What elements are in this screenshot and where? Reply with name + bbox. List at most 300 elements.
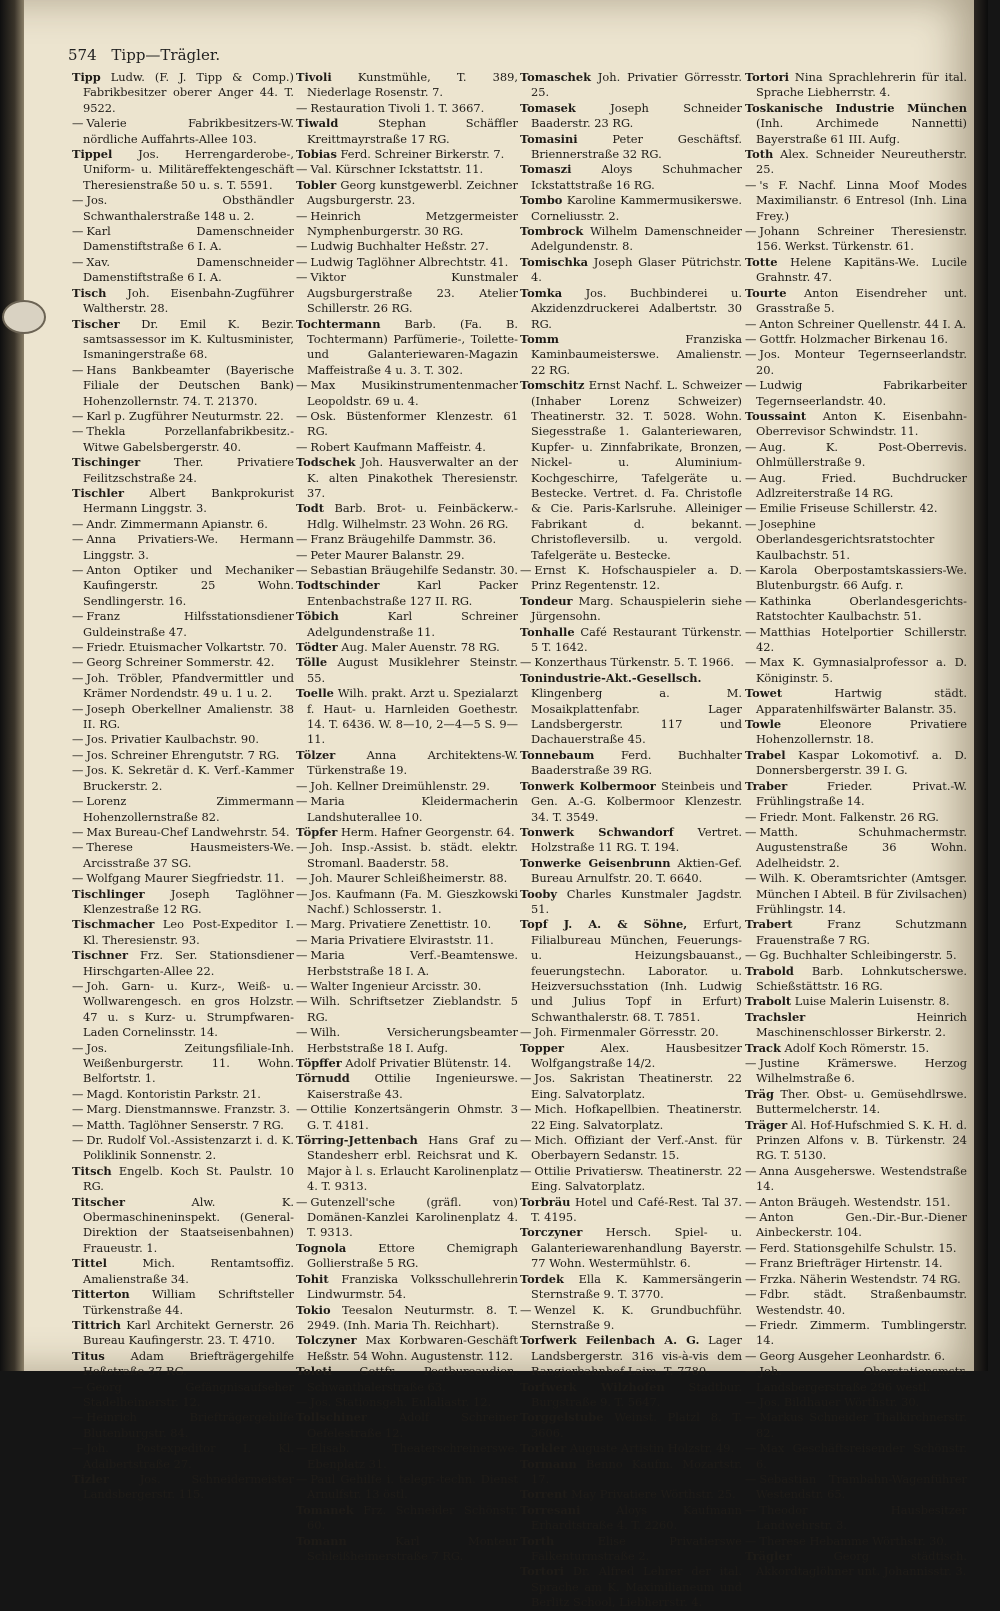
- entry-surname: Töpffer: [296, 1056, 342, 1070]
- entry-surname: Tokio: [296, 1302, 331, 1317]
- entry-surname: Todt: [296, 501, 324, 516]
- entry-text: Ernst K. Hofschauspieler a. D. Prinz Regentenstr. 12.: [531, 563, 742, 593]
- directory-entry: [72, 640, 294, 655]
- directory-entry: [296, 147, 518, 162]
- ditto-dash: —: [72, 640, 84, 655]
- entry-surname: Tölzer: [296, 747, 336, 762]
- directory-entry: [296, 871, 518, 886]
- directory-entry: [72, 532, 294, 563]
- entry-surname: Totte: [745, 254, 778, 269]
- entry-text: Magd. Kontoristin Parkstr. 21.: [86, 1086, 261, 1101]
- directory-entry: [520, 332, 742, 378]
- directory-entry: [72, 702, 294, 733]
- entry-text: Marg. Dienstmannswe. Franzstr. 3.: [86, 1102, 291, 1117]
- directory-entry: [296, 840, 518, 871]
- ditto-dash: —: [745, 224, 757, 239]
- entry-text: Barb. Brot- u. Feinbäckerw.-Hdlg. Wilhelmstr. 23 Wohn. 26 RG.: [307, 501, 518, 531]
- ditto-dash: —: [520, 1025, 532, 1040]
- entry-surname: Tiwald: [296, 116, 339, 131]
- ditto-dash: —: [296, 1471, 308, 1486]
- directory-entry: [520, 1272, 742, 1303]
- directory-entry: [72, 1195, 294, 1257]
- column-4: [745, 70, 967, 1580]
- entry-surname: Tomasini: [520, 131, 578, 146]
- entry-text: Joh. Firmenmaler Görresstr. 20.: [534, 1025, 719, 1040]
- entry-surname: Titsch: [72, 1163, 112, 1178]
- directory-entry: [72, 1410, 294, 1441]
- directory-entry: [520, 224, 742, 255]
- ditto-dash: —: [745, 1410, 757, 1425]
- directory-entry: [296, 794, 518, 825]
- ditto-dash: —: [296, 100, 308, 115]
- ditto-dash: —: [745, 624, 757, 639]
- ditto-dash: —: [72, 1410, 84, 1425]
- entry-text: Karl p. Zugführer Neuturmstr. 22.: [86, 408, 284, 423]
- entry-text: Karl Schreiner Adelgundenstraße 11.: [307, 609, 518, 639]
- directory-entry: [520, 887, 742, 918]
- directory-entry: [520, 1133, 742, 1164]
- entry-text: Valerie Fabrikbesitzers-W. nördliche Auffahrts-Allee 103.: [83, 116, 294, 146]
- ditto-dash: —: [296, 1194, 308, 1209]
- ditto-dash: —: [72, 516, 84, 531]
- directory-entry: [520, 671, 742, 748]
- entry-text: Jos. Zeitungsfiliale-Inh. Weißenburgerstr. 11. Wohn. Belfortstr. 1.: [83, 1040, 294, 1086]
- directory-entry: [296, 440, 518, 455]
- entry-text: Adolf Koch Römerstr. 15.: [780, 1040, 930, 1055]
- entry-text: Georg kunstgewerbl. Zeichner Augsburgerstr. 23.: [307, 177, 518, 208]
- entry-text: Paul Gehilfe i. telegr.-techn. Dienst Arnulfstr. 13 östl.: [307, 1471, 518, 1502]
- directory-entry: [745, 101, 967, 147]
- ditto-dash: —: [745, 824, 757, 839]
- ditto-dash: —: [745, 470, 757, 485]
- entry-surname: Tomischka: [520, 254, 589, 269]
- directory-entry: [72, 871, 294, 886]
- entry-surname: Towet: [745, 686, 783, 701]
- directory-entry: [520, 1164, 742, 1195]
- ditto-dash: —: [745, 593, 757, 608]
- entry-surname: Torresani: [520, 1502, 581, 1517]
- directory-entry: [72, 486, 294, 517]
- ditto-dash: —: [296, 532, 308, 547]
- directory-entry: [745, 409, 967, 440]
- directory-entry: [745, 594, 967, 625]
- entry-surname: Tomann: [296, 1533, 347, 1548]
- entry-text: William Schriftsteller Türkenstraße 44.: [83, 1287, 294, 1317]
- ditto-dash: —: [296, 917, 308, 932]
- entry-surname: Todschek: [296, 455, 356, 470]
- directory-entry: [745, 178, 967, 224]
- entry-text: Frzka. Näherin Westendstr. 74 RG.: [759, 1271, 961, 1286]
- entry-surname: Tomanek: [296, 1502, 354, 1517]
- book-edge-shadow: [974, 0, 988, 1371]
- entry-surname: Tittrich: [72, 1317, 121, 1332]
- directory-entry: [296, 1056, 518, 1071]
- directory-entry: [520, 1487, 742, 1502]
- directory-entry: [745, 255, 967, 286]
- entry-text: Klingenberg a. M. Mosaikplattenfabr. Lager Landsbergerstr. 117 und Dachauerstraße 45.: [531, 686, 742, 747]
- ditto-dash: —: [72, 1133, 84, 1148]
- entry-text: Frz. Ser. Stationsdiener Hirschgarten-Allee 22.: [83, 948, 294, 978]
- entry-text: Joseph Glaser Pütrichstr. 4.: [531, 254, 742, 285]
- entry-text: Heinrich Briefträgergehilfe Blutenburgstr. 84.: [83, 1410, 294, 1440]
- directory-entry: [296, 1395, 518, 1410]
- entry-surname: Torczyner: [520, 1225, 583, 1240]
- directory-entry: [296, 1303, 518, 1334]
- ditto-dash: —: [745, 1348, 757, 1363]
- ditto-dash: —: [72, 408, 84, 423]
- directory-entry: [520, 378, 742, 563]
- ditto-dash: —: [745, 501, 757, 516]
- ditto-dash: —: [296, 840, 308, 855]
- directory-entry: [72, 1318, 294, 1349]
- directory-entry: [296, 1503, 518, 1534]
- directory-entry: [296, 578, 518, 609]
- entry-text: Luise Malerin Luisenstr. 8.: [791, 994, 950, 1009]
- entry-text: Aloys Schuhmacher Ickstattstraße 16 RG.: [531, 162, 742, 192]
- entry-surname: Töbich: [296, 609, 339, 624]
- entry-surname: Törring-Jettenbach: [296, 1133, 418, 1148]
- entry-text: Teesalon Neuturmstr. 8. T. 2949. (Inh. Maria Th. Reichhart).: [307, 1302, 518, 1332]
- directory-entry: [72, 255, 294, 286]
- entry-text: Matthias Hotelportier Schillerstr. 42.: [756, 624, 967, 655]
- directory-entry: [520, 1225, 742, 1271]
- directory-entry: [72, 794, 294, 825]
- entry-text: Ludwig Buchhalter Heßstr. 27.: [310, 239, 489, 254]
- directory-entry: [745, 70, 967, 101]
- entry-text: Jos. Obsthändler Schwanthalerstraße 148 u. 2.: [83, 193, 294, 223]
- entry-text: Adam Briefträgergehilfe Heßstraße 37 RG.: [83, 1348, 294, 1379]
- entry-surname: Tischler: [72, 485, 125, 500]
- entry-text: Sebastian Trambahn-Wagenführer Westendstr. 65.: [756, 1471, 967, 1502]
- entry-text: Max Geschäftsreisender Schönstr. 6.: [756, 1441, 967, 1471]
- ditto-dash: —: [296, 1025, 308, 1040]
- entry-text: Elise Privatierswe Falkenturmstraße 2.: [531, 1533, 742, 1563]
- directory-entry: [745, 1503, 967, 1534]
- entry-text: Anton Schreiner Quellenstr. 44 I. A.: [759, 316, 967, 331]
- entry-surname: Toelle: [296, 686, 334, 701]
- directory-entry: [296, 1133, 518, 1195]
- page-range-title: Tipp—Trägler.: [111, 46, 221, 64]
- entry-text: (Inh. Archimede Nannetti) Bayerstraße 61 III. Aufg.: [756, 116, 967, 146]
- directory-entry: [745, 625, 967, 656]
- entry-text: Franz Briefträger Hirtenstr. 14.: [759, 1256, 943, 1271]
- entry-text: Wilh. Schriftsetzer Zieblandstr. 5 RG.: [307, 994, 518, 1024]
- entry-text: Jos. K. Sekretär d. K. Verf.-Kammer Bruckerstr. 2.: [83, 763, 294, 793]
- entry-surname: Towle: [745, 717, 782, 732]
- ditto-dash: —: [72, 116, 84, 131]
- directory-entry: [72, 1349, 294, 1380]
- entry-text: Leo Post-Expeditor I. Kl. Theresienstr. 93.: [83, 917, 294, 947]
- ditto-dash: —: [520, 563, 532, 577]
- ditto-dash: —: [745, 1471, 757, 1486]
- entry-text: Mich. Hofkapellbien. Theatinerstr. 22 Eing. Salvatorplatz.: [531, 1102, 742, 1132]
- directory-entry: [296, 116, 518, 147]
- entry-text: Joh. Privatier Görresstr. 25.: [531, 70, 742, 100]
- binder-ring: [2, 300, 46, 334]
- entry-surname: Träger: [745, 1117, 788, 1132]
- ditto-dash: —: [745, 1256, 757, 1271]
- directory-entry: [745, 1164, 967, 1195]
- entry-surname: Tipp: [72, 70, 101, 84]
- directory-entry: [296, 1410, 518, 1441]
- directory-entry: [745, 563, 967, 594]
- entry-text: Erfurt, Filialbureau München, Feuerungs- u. Heizungsbauanst., feuerungstechn. Laborator. u. Heizversuchsstation (Inh. Ludwig und Julius Topf in Erfurt) Schwanthalerstr. 68. T. 7851.: [531, 917, 742, 1024]
- ditto-dash: —: [296, 439, 308, 454]
- entry-surname: Tisch: [72, 285, 107, 300]
- directory-entry: [520, 70, 742, 101]
- entry-surname: Titterton: [72, 1287, 130, 1302]
- directory-entry: [520, 1025, 742, 1040]
- entry-text: Café Restaurant Türkenstr. 5 T. 1642.: [531, 624, 742, 655]
- entry-surname: Tollschiner: [296, 1410, 367, 1425]
- entry-surname: Torrent: [520, 1487, 568, 1502]
- directory-entry: [72, 840, 294, 871]
- ditto-dash: —: [745, 378, 757, 393]
- entry-text: Benno Kaufm. Mozartstr. 17.: [531, 1456, 742, 1486]
- directory-entry: [745, 1010, 967, 1041]
- directory-entry: [72, 317, 294, 363]
- entry-text: Josephine Oberlandesgerichtsratstochter Kaulbachstr. 51.: [756, 516, 935, 562]
- directory-entry: [745, 501, 967, 516]
- entry-surname: Tombrock: [520, 224, 584, 239]
- ditto-dash: —: [72, 609, 84, 624]
- entry-text: Elisab. Theaterschreinerswe. Ebenplatz 31.: [307, 1441, 518, 1471]
- directory-entry: [745, 378, 967, 409]
- ditto-dash: —: [72, 1379, 84, 1394]
- directory-entry: [296, 1364, 518, 1395]
- entry-text: Ottilie Privatiersw. Theatinerstr. 22 Eing. Salvatorplatz.: [531, 1163, 742, 1194]
- ditto-dash: —: [520, 1133, 532, 1148]
- ditto-dash: —: [745, 1163, 757, 1178]
- directory-entry: [72, 424, 294, 455]
- entry-text: Georg Schreiner Sommerstr. 42.: [86, 655, 275, 670]
- entry-text: Peter Geschäftsf. Briennerstraße 32 RG.: [531, 131, 742, 162]
- directory-entry: [745, 1364, 967, 1395]
- directory-entry: [72, 763, 294, 794]
- directory-entry: [72, 563, 294, 609]
- directory-entry: [296, 917, 518, 932]
- directory-entry: [520, 1410, 742, 1441]
- entry-surname: Tomaszi: [520, 162, 572, 177]
- directory-entry: [72, 887, 294, 918]
- ditto-dash: —: [72, 224, 84, 239]
- ditto-dash: —: [72, 655, 84, 670]
- ditto-dash: —: [72, 732, 84, 747]
- directory-entry: [745, 517, 967, 563]
- entry-text: Aktien-Gef. Bureau Arnulfstr. 20. T. 6640.: [531, 855, 742, 886]
- entry-surname: Töpfer: [296, 824, 338, 839]
- entry-text: Franziska Kaminbaumeisterswe. Amalienstr. 22 RG.: [531, 331, 742, 377]
- entry-text: Wilh. K. Oberamtsrichter (Amtsger. München I Abteil. B für Zivilsachen) Frühlingstr. 14.: [756, 871, 967, 916]
- ditto-dash: —: [520, 655, 532, 670]
- entry-surname: Torbräu: [520, 1194, 571, 1209]
- entry-text: Joseph Taglöhner Klenzestraße 12 RG.: [83, 886, 294, 916]
- entry-surname: Tischmacher: [72, 917, 155, 932]
- column-3: [520, 70, 742, 1611]
- directory-entry: [72, 1256, 294, 1287]
- entry-text: Gg. Buchhalter Schleibingerstr. 5.: [759, 948, 957, 963]
- directory-entry: [296, 1071, 518, 1102]
- entry-text: Jos. Buchbinderei u. Akzidenzdruckerei Adalbertstr. 30 RG.: [531, 285, 742, 331]
- entry-text: Georg Gefängnisaufseher Stadelheimerstr. 12.: [83, 1379, 294, 1409]
- ditto-dash: —: [745, 1194, 757, 1209]
- directory-entry: [520, 1041, 742, 1072]
- entry-surname: Toleti: [296, 1364, 332, 1379]
- entry-surname: Titus: [72, 1348, 105, 1363]
- ditto-dash: —: [296, 871, 308, 886]
- entry-text: May Privatiere Wörthstr. 25.: [567, 1487, 736, 1502]
- entry-text: Anton Bräugeh. Westendstr. 151.: [759, 1194, 951, 1209]
- entry-text: Xav. Damenschneider Damenstiftstraße 6 I. A.: [83, 254, 294, 285]
- entry-surname: Tischinger: [72, 455, 141, 470]
- directory-entry: [745, 686, 967, 717]
- entry-text: Dr. Alfred Lehrer der ital. Sprache am K. Maximilianeum und Berlitz School, Liebherrstr. 4.: [531, 1564, 742, 1610]
- entry-text: Stephan Schäffler Kreittmayrstraße 17 RG.: [307, 116, 518, 146]
- directory-entry: [520, 655, 742, 670]
- entry-surname: Tischner: [72, 948, 128, 963]
- directory-entry: [745, 1241, 967, 1256]
- entry-text: Auguste Artistin Holzstr. 49.: [566, 1441, 735, 1456]
- directory-entry: [745, 440, 967, 471]
- directory-entry: [745, 1287, 967, 1318]
- entry-text: Karoline Kammermusikerswe. Corneliusstr. 2.: [531, 193, 742, 223]
- entry-text: Vertret. Holzstraße 11 RG. T. 194.: [531, 824, 742, 855]
- entry-text: Anton Optiker und Mechaniker Kaufingerstr. 25 Wohn. Sendlingerstr. 16.: [83, 563, 294, 608]
- directory-entry: [520, 825, 742, 856]
- entry-text: Karl Damenschneider Damenstiftstraße 6 I. A.: [83, 224, 294, 254]
- entry-text: Franz Hilfsstationsdiener Guldeinstraße 47.: [83, 609, 294, 639]
- entry-text: Anton K. Eisenbahn-Oberrevisor Schwindstr. 11.: [756, 408, 967, 439]
- directory-entry: [745, 717, 967, 748]
- directory-entry: [520, 779, 742, 825]
- directory-entry: [296, 255, 518, 270]
- entry-text: Stadtbur. Burgstraße 9. T. 5647.: [531, 1379, 742, 1409]
- directory-entry: [520, 1457, 742, 1488]
- entry-text: Fdbr. städt. Straßenbaumstr. Westendstr. 40.: [756, 1287, 967, 1317]
- ditto-dash: —: [296, 1102, 308, 1117]
- entry-surname: Topf J. A. & Söhne,: [520, 917, 688, 932]
- entry-text: Karl Monteur Schleißheimerstraße 7 RG.: [307, 1533, 518, 1563]
- entry-surname: Tischlinger: [72, 886, 145, 901]
- entry-text: Max Korbwaren-Geschäft Heßstr. 54 Wohn. Augustenstr. 112.: [307, 1333, 518, 1363]
- ditto-dash: —: [745, 1364, 757, 1379]
- directory-entry: [72, 609, 294, 640]
- directory-entry: [745, 1318, 967, 1349]
- entry-text: Restauration Tivoli 1. T. 3667.: [310, 100, 485, 115]
- directory-entry: [296, 1102, 518, 1133]
- ditto-dash: —: [296, 778, 308, 793]
- entry-text: Kunstmühle, T. 389, Niederlage Rosenstr. 7.: [307, 70, 518, 100]
- directory-entry: [745, 1118, 967, 1164]
- entry-surname: Tonwerke Geisenbrunn: [520, 855, 671, 870]
- ditto-dash: —: [745, 948, 757, 963]
- directory-entry: [296, 162, 518, 177]
- entry-text: Jos. Stationsgeh. Eulaliastr. 12.: [310, 1394, 492, 1409]
- entry-text: Dr. Emil K. Bezir. samtsassessor im K. Kultusminister, Ismaningerstraße 68.: [83, 316, 294, 362]
- directory-entry: [745, 917, 967, 948]
- entry-text: Jos. Schneidermeister Landsbergerstr. 115.: [83, 1471, 294, 1502]
- directory-entry: [745, 1410, 967, 1441]
- directory-entry: [520, 1333, 742, 1379]
- entry-text: Theodor Hausbesitzer Landwehrstr. 3.: [756, 1502, 967, 1533]
- ditto-dash: —: [296, 378, 308, 393]
- ditto-dash: —: [745, 1271, 757, 1286]
- entry-text: Anna Privatiers-We. Hermann Linggstr. 3.: [83, 532, 294, 562]
- entry-text: Albert Bankprokurist Hermann Linggstr. 3.: [83, 485, 294, 516]
- directory-entry: [745, 964, 967, 995]
- entry-surname: Trabolt: [745, 994, 792, 1009]
- entry-text: Ettore Chemigraph Gollierstraße 5 RG.: [307, 1240, 518, 1271]
- entry-text: Wenzel K. K. Grundbuchführ. Sternstraße 9.: [531, 1302, 742, 1332]
- ditto-dash: —: [520, 1071, 532, 1086]
- entry-text: Al. Hof-Hufschmied S. K. H. d. Prinzen Alfons v. B. Türkenstr. 24 RG. T. 5130.: [756, 1117, 967, 1163]
- directory-entry: [296, 548, 518, 563]
- directory-entry: [520, 856, 742, 887]
- directory-entry: [745, 1472, 967, 1503]
- directory-entry: [72, 455, 294, 486]
- entry-text: Wolfgang Maurer Siegfriedstr. 11.: [86, 871, 285, 886]
- directory-entry: [72, 517, 294, 532]
- ditto-dash: —: [745, 1533, 757, 1548]
- entry-surname: Tochtermann: [296, 316, 381, 331]
- directory-entry: [745, 1041, 967, 1056]
- entry-text: Ludw. (F. J. Tipp & Comp.) Fabrikbesitzer oberer Anger 44. T. 9522.: [83, 70, 294, 115]
- directory-entry: [296, 1025, 518, 1056]
- entry-text: Gottfr. Holzmacher Birkenau 16.: [759, 331, 949, 346]
- ditto-dash: —: [745, 1441, 757, 1456]
- ditto-dash: —: [745, 516, 757, 531]
- entry-text: Hans Graf zu Standesherr erbl. Reichsrat und K. Major à l. s. Erlaucht Karolinenplatz 4. T. 9313.: [307, 1133, 518, 1194]
- entry-text: August Musiklehrer Steinstr. 55.: [307, 655, 518, 685]
- entry-surname: Tonwerk Kolbermoor: [520, 778, 656, 793]
- entry-text: Aug. Fried. Buchdrucker Adlzreiterstraße 14 RG.: [756, 470, 967, 500]
- directory-entry: [745, 655, 967, 686]
- entry-text: Jos. Schreiner Ehrengutstr. 7 RG.: [86, 747, 280, 762]
- entry-text: Herm. Hafner Georgenstr. 64.: [337, 824, 515, 839]
- ditto-dash: —: [72, 563, 84, 577]
- entry-text: Gutenzell'sche (gräfl. von) Domänen-Kanzlei Karolinenplatz 4. T. 9313.: [307, 1194, 518, 1240]
- entry-text: Mich. Rentamtsoffiz. Amalienstraße 34.: [83, 1256, 294, 1286]
- entry-text: Ferd. Stationsgehilfe Schulstr. 15.: [759, 1240, 957, 1255]
- ditto-dash: —: [296, 932, 308, 947]
- entry-surname: Tombo: [520, 193, 563, 208]
- directory-entry: [296, 563, 518, 578]
- directory-entry: [296, 686, 518, 748]
- entry-text: Lager Landsbergerstr. 316 vis-à-vis dem Rangierbahnhof Laim. T. 7780.: [531, 1333, 742, 1379]
- ditto-dash: —: [72, 794, 84, 809]
- entry-text: Hartwig städt. Apparatenhilfswärter Balanstr. 35.: [756, 686, 967, 716]
- directory-entry: [296, 501, 518, 532]
- directory-entry: [72, 1118, 294, 1133]
- entry-text: Joh. Tröbler, Pfandvermittler und Krämer Nordendstr. 49 u. 1 u. 2.: [83, 670, 294, 701]
- entry-surname: Törnudd: [296, 1071, 350, 1086]
- entry-surname: Toussaint: [745, 408, 807, 423]
- entry-text: Val. Kürschner Ickstattstr. 11.: [310, 162, 484, 177]
- directory-entry: [745, 810, 967, 825]
- directory-entry: [296, 655, 518, 686]
- entry-surname: Tortori: [745, 70, 789, 84]
- directory-entry: [745, 748, 967, 779]
- entry-surname: Tölle: [296, 655, 328, 670]
- directory-entry: [745, 1272, 967, 1287]
- ditto-dash: —: [296, 547, 308, 562]
- entry-text: Jos. Sakristan Theatinerstr. 22 Eing. Salvatorplatz.: [531, 1071, 742, 1101]
- directory-entry: [745, 948, 967, 963]
- entry-surname: Tomschitz: [520, 378, 585, 393]
- directory-entry: [296, 779, 518, 794]
- entry-surname: Tobler: [296, 177, 337, 192]
- directory-entry: [72, 193, 294, 224]
